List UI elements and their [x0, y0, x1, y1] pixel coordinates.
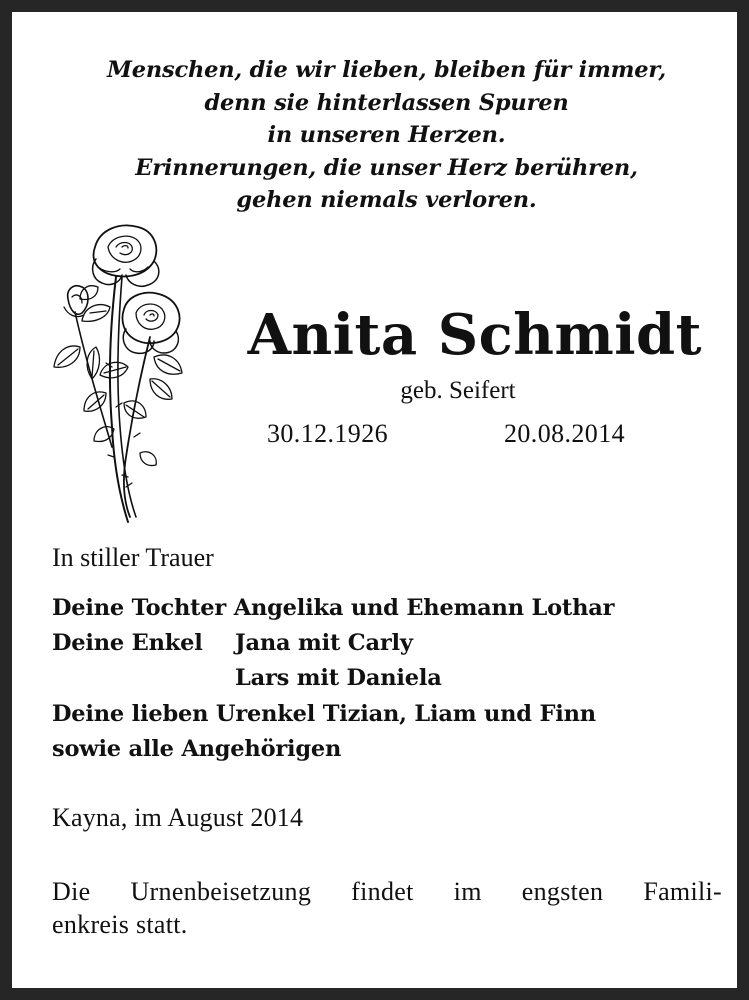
- death-date: 20.08.2014: [504, 419, 625, 448]
- mourner-line-grandchildren: [52, 626, 614, 661]
- mourner-line-grandchildren-2: [52, 661, 614, 696]
- poem-line: gehen niemals verloren.: [236, 187, 537, 213]
- rose-illustration-icon: [50, 217, 192, 527]
- grandchildren-label: Deine Enkel: [52, 630, 203, 657]
- burial-note-line: Die Urnenbeisetzung findet im engsten Famili-: [52, 877, 722, 906]
- birth-date: 30.12.1926: [267, 419, 388, 448]
- place-and-date: Kayna, im August 2014: [52, 803, 304, 832]
- grandchildren-names: Jana mit Carly: [235, 630, 413, 657]
- birth-name: geb. Seifert: [400, 377, 516, 404]
- grandchildren-names-2: Lars mit Daniela: [235, 665, 442, 692]
- mourner-line: sowie alle Angehörigen: [52, 735, 342, 762]
- mourning-intro: In stiller Trauer: [52, 543, 214, 572]
- poem-line: denn sie hinterlassen Spuren: [204, 89, 569, 116]
- burial-note-line: enkreis statt.: [52, 910, 188, 939]
- mourner-line: Deine lieben Urenkel Tizian, Liam und Finn: [52, 700, 596, 727]
- poem-line: in unseren Herzen.: [267, 122, 506, 148]
- poem-line: Menschen, die wir lieben, bleiben für immer,: [107, 57, 666, 83]
- mourner-line: Deine Tochter Angelika und Ehemann Lothar: [52, 595, 615, 621]
- memorial-poem: [24, 54, 749, 217]
- burial-note: [52, 875, 722, 941]
- deceased-name: Anita Schmidt: [247, 302, 702, 368]
- mourners-list: [52, 591, 614, 767]
- poem-line: Erinnerungen, die unser Herz berühren,: [135, 154, 638, 181]
